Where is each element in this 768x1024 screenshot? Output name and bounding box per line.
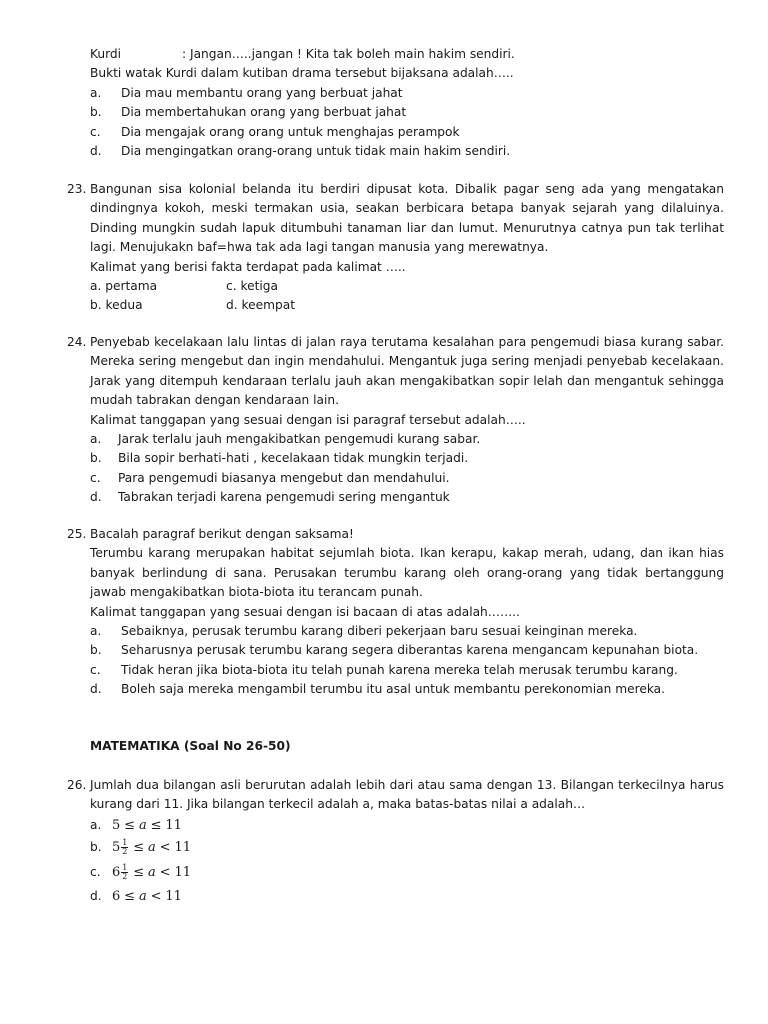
question-22-continuation	[90, 45, 724, 161]
dialogue-line	[90, 45, 724, 64]
question-number: 26.	[67, 778, 87, 792]
fraction: $\frac{1}{2}$	[122, 837, 128, 856]
option-c: c. 6 $\frac{1}{2}$ ≤ a < 11	[90, 860, 724, 885]
question-number: 23.	[67, 182, 87, 196]
option-d: d. 6 ≤ a < 11	[90, 885, 724, 907]
fraction: $\frac{1}{2}$	[122, 862, 128, 881]
question-26	[67, 776, 724, 907]
option-b: b. Seharusnya perusak terumbu karang segera diberantas karena mengancam kepunahan biota.	[90, 643, 699, 658]
option-c: c. Tidak heran jika biota-biota itu telah punah karena mereka telah merusak terumbu karang.	[90, 662, 678, 677]
options-row-2	[90, 296, 724, 315]
question-number: 24.	[67, 335, 87, 349]
option-a: a. 5 ≤ a ≤ 11	[90, 815, 724, 835]
option-d: d. Dia mengingatkan orang-orang untuk tidak main hakim sendiri.	[90, 144, 511, 159]
option-a: a. pertama	[90, 279, 158, 294]
option-a: a. Sebaiknya, perusak terumbu karang diberi pekerjaan baru sesuai keinginan mereka.	[90, 624, 638, 639]
question-number: 25.	[67, 527, 87, 541]
option-c: c. ketiga	[226, 279, 278, 294]
option-d: d. Tabrakan terjadi karena pengemudi sering mengantuk	[90, 490, 450, 505]
option-a-expression: 5 ≤ a ≤ 11	[112, 817, 182, 833]
option-d-expression: 6 ≤ a < 11	[112, 888, 182, 904]
question-paragraph: Penyebab kecelakaan lalu lintas di jalan raya terutama kesalahan para pengemudi biasa kurang sabar. Mereka sering mengebut dan ingin mendahului. Mengantuk juga sering menjadi penyebab kecelakaan. Jarak yang ditempuh kendaraan terlalu jauh akan mengakibatkan sopir lelah dan mengantuk sehingga mudah tabrakan dengan kendaraan lain.	[90, 335, 724, 408]
option-a: a. Dia mau membantu orang yang berbuat jahat	[90, 85, 403, 100]
option-d: d. Boleh saja mereka mengambil terumbu itu asal untuk membantu perekonomian mereka.	[90, 682, 666, 697]
dialogue-text: : Jangan…..jangan ! Kita tak boleh main hakim sendiri.	[182, 47, 515, 61]
option-b: b. Dia membertahukan orang yang berbuat jahat	[90, 105, 407, 120]
question-paragraph: Terumbu karang merupakan habitat sejumlah biota. Ikan kerapu, kakap merah, udang, dan ikan hias banyak berlindung di sana. Perusakan terumbu karang oleh orang-orang yang tidak bertanggung jawab mengakibatkan biota-biota itu terancam punah.	[90, 546, 724, 600]
question-24	[67, 333, 724, 508]
question-paragraph: Bangunan sisa kolonial belanda itu berdiri dipusat kota. Dibalik pagar seng ada yang mengatakan dindingnya kokoh, meski termakan usia, seakan berbicara betapa banyak sejarah yang dilaluinya. Dinding mungkin sudah lapuk ditumbuhi tanaman liar dan lumut. Menurutnya catnya pun tak terlihat lagi. Menujukakn baf=hwa tak ada lagi tangan manusia yang merewatnya.	[90, 182, 724, 255]
option-d: d. keempat	[226, 298, 295, 313]
option-c-expression: 6 $\frac{1}{2}$ ≤ a < 11	[112, 862, 191, 881]
option-a: a. Jarak terlalu jauh mengakibatkan pengemudi kurang sabar.	[90, 432, 481, 447]
options-row-1	[90, 277, 724, 296]
option-c: c. Para pengemudi biasanya mengebut dan mendahului.	[90, 470, 450, 485]
section-heading: MATEMATIKA (Soal No 26-50)	[90, 739, 291, 753]
question-paragraph: Jumlah dua bilangan asli berurutan adalah lebih dari atau sama dengan 13. Bilangan terkecilnya harus kurang dari 11. Jika bilangan terkecil adalah a, maka batas-batas nilai a adalah…	[90, 778, 724, 812]
option-c: c. Dia mengajak orang orang untuk menghajas perampok	[90, 124, 460, 139]
question-prompt: Kalimat tanggapan yang sesuai dengan isi paragraf tersebut adalah…..	[90, 412, 526, 427]
option-b: b. kedua	[90, 298, 143, 313]
speaker-name: Kurdi	[90, 47, 122, 61]
question-25	[67, 525, 724, 700]
question-23	[67, 180, 724, 316]
option-b: b. 5 $\frac{1}{2}$ ≤ a < 11	[90, 835, 724, 860]
option-b-expression: 5 $\frac{1}{2}$ ≤ a < 11	[112, 837, 191, 856]
question-prompt: Kalimat yang berisi fakta terdapat pada kalimat …..	[90, 259, 406, 274]
question-prompt: Bukti watak Kurdi dalam kutiban drama tersebut bijaksana adalah…..	[90, 66, 514, 81]
question-intro: Bacalah paragraf berikut dengan saksama!	[90, 527, 354, 541]
option-b: b. Bila sopir berhati-hati , kecelakaan tidak mungkin terjadi.	[90, 451, 469, 466]
question-prompt: Kalimat tanggapan yang sesuai dengan isi bacaan di atas adalah……..	[90, 604, 520, 619]
section-heading-block	[90, 737, 724, 756]
